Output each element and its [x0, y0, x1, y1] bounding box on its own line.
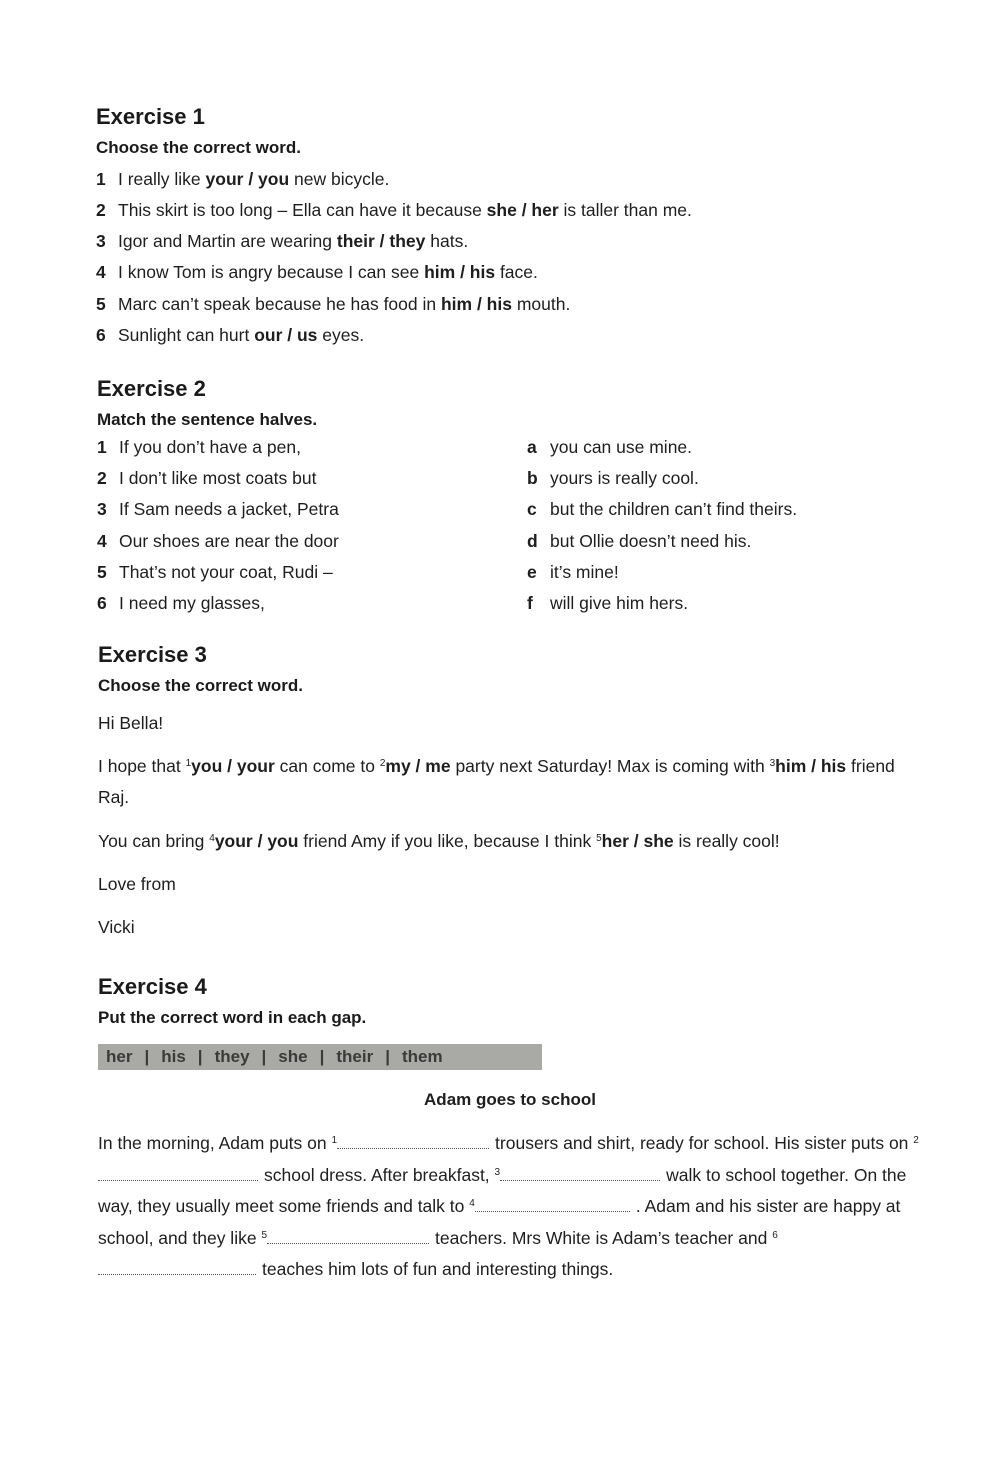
item-number: 5: [97, 562, 107, 582]
story-text: . Adam and his sister are happy at school, and they like: [98, 1196, 901, 1248]
exercise-2-title: Exercise 2: [97, 376, 206, 401]
story-paragraph: [98, 1128, 928, 1286]
exercise-4-title: Exercise 4: [98, 974, 207, 999]
story-text: In the morning, Adam puts on: [98, 1133, 332, 1153]
match-right-item: [527, 498, 797, 520]
item-number: 2: [96, 200, 106, 220]
item-text: face.: [495, 262, 538, 282]
exercise-1-item: [96, 293, 570, 315]
exercise-1-item: [96, 324, 364, 346]
match-right-item: [527, 467, 699, 489]
letter-options[interactable]: her / she: [601, 831, 674, 851]
word-separator: |: [319, 1047, 325, 1066]
letter-paragraph-1: [98, 751, 928, 813]
letter-closing: Love from: [98, 874, 176, 894]
match-left-item: [97, 467, 316, 489]
item-text: yours is really cool.: [550, 468, 699, 488]
item-options[interactable]: him / his: [440, 294, 512, 314]
exercise-3-instruction: Choose the correct word.: [98, 676, 303, 695]
gap-number: 3: [769, 758, 776, 769]
item-options[interactable]: your / you: [205, 169, 290, 189]
item-text: hats.: [425, 231, 469, 251]
item-options[interactable]: him / his: [424, 262, 496, 282]
item-letter: a: [527, 437, 537, 457]
match-right-item: [527, 436, 692, 458]
item-text: is taller than me.: [558, 200, 692, 220]
match-left-item: [97, 436, 301, 458]
match-right-item: [527, 530, 751, 552]
match-right-item: [527, 561, 619, 583]
exercise-1-instruction: Choose the correct word.: [96, 138, 301, 157]
exercise-1-item: [96, 261, 538, 283]
word-box: [98, 1044, 542, 1070]
match-left-item: [97, 561, 333, 583]
word-separator: |: [261, 1047, 267, 1066]
item-text: Sunlight can hurt: [118, 325, 255, 345]
match-left-item: [97, 498, 339, 520]
item-number: 4: [97, 531, 107, 551]
item-text: eyes.: [317, 325, 365, 345]
exercise-1-item: [96, 199, 692, 221]
word-separator: |: [144, 1047, 150, 1066]
gap-blank[interactable]: [337, 1134, 489, 1149]
item-letter: c: [527, 499, 537, 519]
item-number: 4: [96, 262, 106, 282]
gap-blank[interactable]: [500, 1166, 660, 1181]
exercise-1-item: [96, 168, 389, 190]
word-option[interactable]: their: [336, 1047, 374, 1066]
item-number: 1: [97, 437, 107, 457]
item-text: Igor and Martin are wearing: [118, 231, 337, 251]
word-option[interactable]: them: [401, 1047, 443, 1066]
letter-options[interactable]: you / your: [191, 756, 275, 776]
gap-number: 3: [494, 1166, 501, 1178]
word-option[interactable]: they: [214, 1047, 250, 1066]
letter-signature: Vicki: [98, 917, 135, 937]
item-text: I know Tom is angry because I can see: [118, 262, 425, 282]
item-number: 5: [96, 294, 106, 314]
item-text: If Sam needs a jacket, Petra: [119, 499, 339, 519]
item-letter: f: [527, 593, 533, 613]
match-right-item: [527, 592, 688, 614]
item-text: but the children can’t find theirs.: [550, 499, 798, 519]
gap-number: 1: [331, 1135, 338, 1146]
exercise-3-title: Exercise 3: [98, 642, 207, 667]
story-text: teaches him lots of fun and interesting things.: [262, 1259, 614, 1280]
item-text: I don’t like most coats but: [119, 468, 317, 488]
gap-number: 4: [209, 833, 215, 844]
letter-text: friend Amy if you like, because I think: [298, 831, 597, 851]
item-text: This skirt is too long – Ella can have it because: [118, 200, 487, 220]
word-option[interactable]: his: [161, 1047, 186, 1066]
gap-number: 1: [185, 758, 192, 769]
item-number: 2: [97, 468, 107, 488]
item-text: Our shoes are near the door: [119, 531, 339, 551]
letter-options[interactable]: your / you: [214, 831, 299, 851]
story-text: school dress. After breakfast,: [264, 1164, 495, 1185]
item-text: Marc can’t speak because he has food in: [118, 294, 441, 314]
letter-text: I hope that: [98, 756, 186, 776]
item-text: mouth.: [511, 294, 571, 314]
item-number: 6: [97, 593, 107, 613]
item-number: 6: [96, 325, 106, 345]
letter-text: can come to: [274, 756, 380, 776]
item-text: it’s mine!: [550, 562, 619, 582]
word-separator: |: [385, 1047, 390, 1066]
word-option[interactable]: she: [278, 1047, 308, 1066]
exercise-2-instruction: Match the sentence halves.: [97, 410, 318, 429]
item-number: 1: [96, 169, 106, 189]
story-text: walk to school together. On the way, they usually meet some friends and talk to: [98, 1164, 907, 1217]
letter-paragraph-2: [98, 826, 928, 857]
item-letter: d: [527, 531, 538, 551]
item-options[interactable]: she / her: [486, 200, 559, 220]
word-option[interactable]: her: [106, 1047, 133, 1066]
story-text: teachers. Mrs White is Adam’s teacher and: [435, 1227, 773, 1248]
item-text: I really like: [118, 169, 206, 189]
gap-number: 6: [772, 1229, 778, 1241]
item-options[interactable]: their / they: [336, 231, 426, 251]
item-text: If you don’t have a pen,: [119, 437, 301, 457]
gap-blank[interactable]: [475, 1197, 630, 1212]
item-options[interactable]: our / us: [254, 325, 318, 345]
gap-number: 2: [379, 758, 386, 769]
item-text: new bicycle.: [289, 169, 390, 189]
gap-blank[interactable]: [98, 1166, 258, 1181]
letter-text: is really cool!: [673, 831, 780, 851]
item-number: 3: [96, 231, 106, 251]
item-text: will give him hers.: [550, 593, 689, 613]
gap-number: 4: [469, 1198, 475, 1210]
match-left-item: [97, 530, 339, 552]
item-text: but Ollie doesn’t need his.: [550, 531, 752, 551]
item-text: you can use mine.: [550, 437, 693, 457]
item-letter: e: [527, 562, 537, 582]
exercise-1-title: Exercise 1: [96, 104, 205, 129]
gap-number: 5: [261, 1229, 267, 1241]
letter-text: friend Raj.: [98, 756, 895, 807]
item-text: I need my glasses,: [119, 593, 265, 613]
letter-text: You can bring: [98, 831, 210, 851]
item-letter: b: [527, 468, 538, 488]
exercise-1-item: [96, 230, 468, 252]
story-title: Adam goes to school: [424, 1090, 596, 1109]
gap-number: 5: [596, 833, 602, 844]
item-number: 3: [97, 499, 107, 519]
letter-greeting: Hi Bella!: [98, 713, 164, 733]
item-text: That’s not your coat, Rudi –: [119, 562, 333, 582]
exercise-4-instruction: Put the correct word in each gap.: [98, 1008, 367, 1027]
letter-text: party next Saturday! Max is coming with: [450, 756, 770, 776]
gap-number: 2: [913, 1135, 919, 1146]
letter-options[interactable]: him / his: [775, 756, 847, 776]
match-left-item: [97, 592, 265, 614]
story-text: trousers and shirt, ready for school. His sister puts on: [495, 1133, 914, 1153]
word-separator: |: [197, 1047, 203, 1066]
gap-blank[interactable]: [98, 1260, 256, 1275]
gap-blank[interactable]: [267, 1229, 429, 1244]
letter-options[interactable]: my / me: [385, 756, 451, 776]
